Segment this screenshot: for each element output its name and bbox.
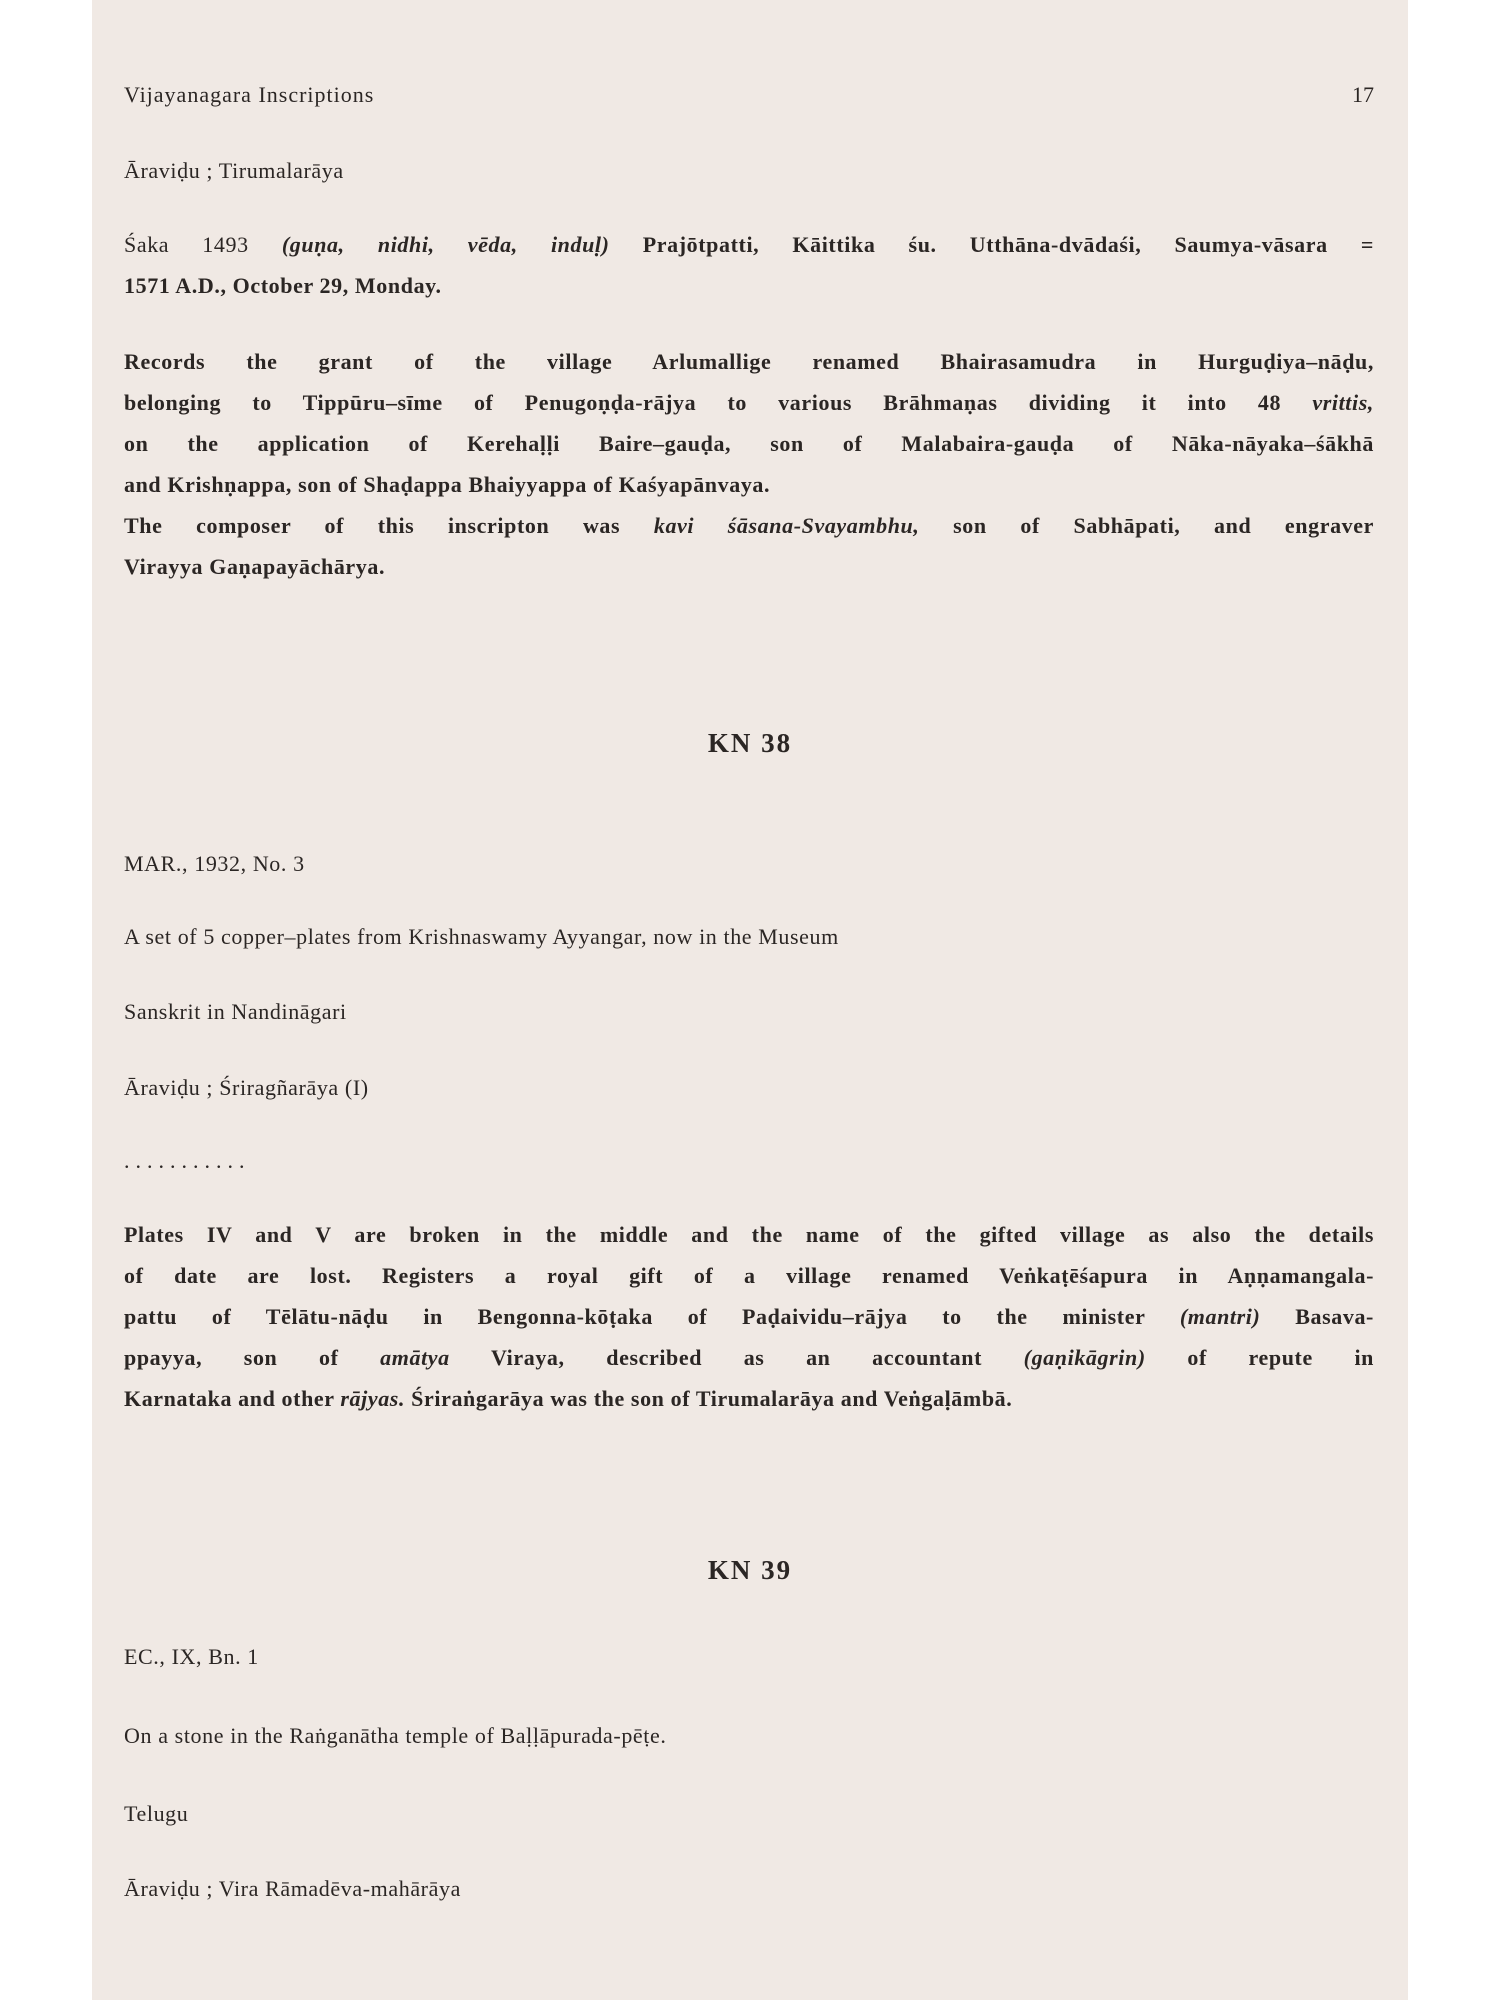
- kn38-paragraph-line3: [124, 1296, 1374, 1337]
- kn38-paragraph-line4: [124, 1337, 1374, 1378]
- kn37-composer-pre: The composer of this inscripton was: [124, 513, 621, 538]
- kn38-language: Sanskrit in Nandināgari: [124, 999, 347, 1024]
- kn37-records-line2-text: belonging to Tippūru–sīme of Penugoṇḍa-rājya to various Brāhmaṇas dividing it into 48: [124, 390, 1282, 415]
- kn39-reference: EC., IX, Bn. 1: [124, 1644, 259, 1669]
- kn38-line5-italic: rājyas.: [340, 1386, 406, 1411]
- document-page: [92, 0, 1408, 2000]
- kn38-paragraph-line1: Plates IV and V are broken in the middle and the name of the gifted village as also the details: [124, 1222, 1374, 1247]
- kn37-records-vrittis: vrittis,: [1312, 390, 1374, 415]
- kn37-date-post: Prajōtpatti, Kāittika śu. Utthāna-dvādaśi, Saumya-vāsara =: [642, 232, 1374, 257]
- kn38-line4-post: of repute in: [1187, 1345, 1374, 1370]
- kn39-dynasty-line: Āraviḍu ; Vira Rāmadēva-mahārāya: [124, 1876, 461, 1901]
- kn38-line4-italic2: (gaṇikāgrin): [1023, 1345, 1146, 1370]
- kn38-line3-post: Basava-: [1295, 1304, 1374, 1329]
- kn38-line5-pre: Karnataka and other: [124, 1386, 335, 1411]
- kn37-records-line4: and Krishṇappa, son of Shaḍappa Bhaiyyappa of Kaśyapānvaya.: [124, 472, 771, 497]
- kn37-records-line3: on the application of Kerehaḷḷi Baire–gauḍa, son of Malabaira-gauḍa of Nāka-nāyaka–śākhā: [124, 431, 1374, 456]
- kn37-dynasty-line: Āraviḍu ; Tirumalarāya: [124, 158, 344, 183]
- kn38-line4-pre: ppayya, son of: [124, 1345, 339, 1370]
- kn38-ellipsis: ...........: [124, 1148, 251, 1173]
- kn38-line3-pre: pattu of Tēlātu-nāḍu in Bengonna-kōṭaka of Paḍaividu–rājya to the minister: [124, 1304, 1146, 1329]
- kn37-date-pre: Śaka 1493: [124, 232, 249, 257]
- kn37-composer-line2: Virayya Gaṇapayāchārya.: [124, 554, 386, 579]
- kn37-composer-line1: [124, 505, 1374, 546]
- kn37-records: [124, 341, 1374, 587]
- kn39-heading: KN 39: [707, 1555, 793, 1585]
- page-number: 17: [1352, 82, 1374, 107]
- kn38-line3-italic: (mantri): [1179, 1304, 1261, 1329]
- kn37-date-line2: 1571 A.D., October 29, Monday.: [124, 273, 442, 298]
- kn38-dynasty-line: Āraviḍu ; Śriragñarāya (I): [124, 1075, 369, 1100]
- kn38-line4-italic1: amātya: [380, 1345, 450, 1370]
- kn37-date: [124, 224, 1374, 306]
- kn39-description: On a stone in the Raṅganātha temple of Baḷḷāpurada-pēṭe.: [124, 1723, 667, 1748]
- kn38-heading: KN 38: [707, 728, 793, 758]
- kn37-composer-post: son of Sabhāpati, and engraver: [953, 513, 1375, 538]
- kn37-records-line2: [124, 382, 1374, 423]
- kn37-records-line1: Records the grant of the village Arlumallige renamed Bhairasamudra in Hurguḍiya–nāḍu,: [124, 349, 1374, 374]
- running-title: Vijayanagara Inscriptions: [124, 82, 375, 107]
- kn37-date-chronogram: (guṇa, nidhi, vēda, induḷ): [281, 232, 610, 257]
- kn38-paragraph-line2: of date are lost. Registers a royal gift of a village renamed Veṅkaṭēśapura in Aṇṇamangala-: [124, 1263, 1374, 1288]
- kn39-language: Telugu: [124, 1801, 189, 1826]
- kn38-line5-post: Śriraṅgarāya was the son of Tirumalarāya and Veṅgaḷāmbā.: [411, 1386, 1013, 1411]
- kn38-paragraph-line5: [124, 1378, 1374, 1419]
- kn38-line4-mid: Viraya, described as an accountant: [490, 1345, 983, 1370]
- kn38-paragraph: [124, 1214, 1374, 1419]
- kn38-description: A set of 5 copper–plates from Krishnaswamy Ayyangar, now in the Museum: [124, 924, 839, 949]
- kn37-date-line1: [124, 224, 1374, 265]
- kn37-composer-italic: kavi śāsana-Svayambhu,: [653, 513, 920, 538]
- kn38-reference: MAR., 1932, No. 3: [124, 851, 305, 876]
